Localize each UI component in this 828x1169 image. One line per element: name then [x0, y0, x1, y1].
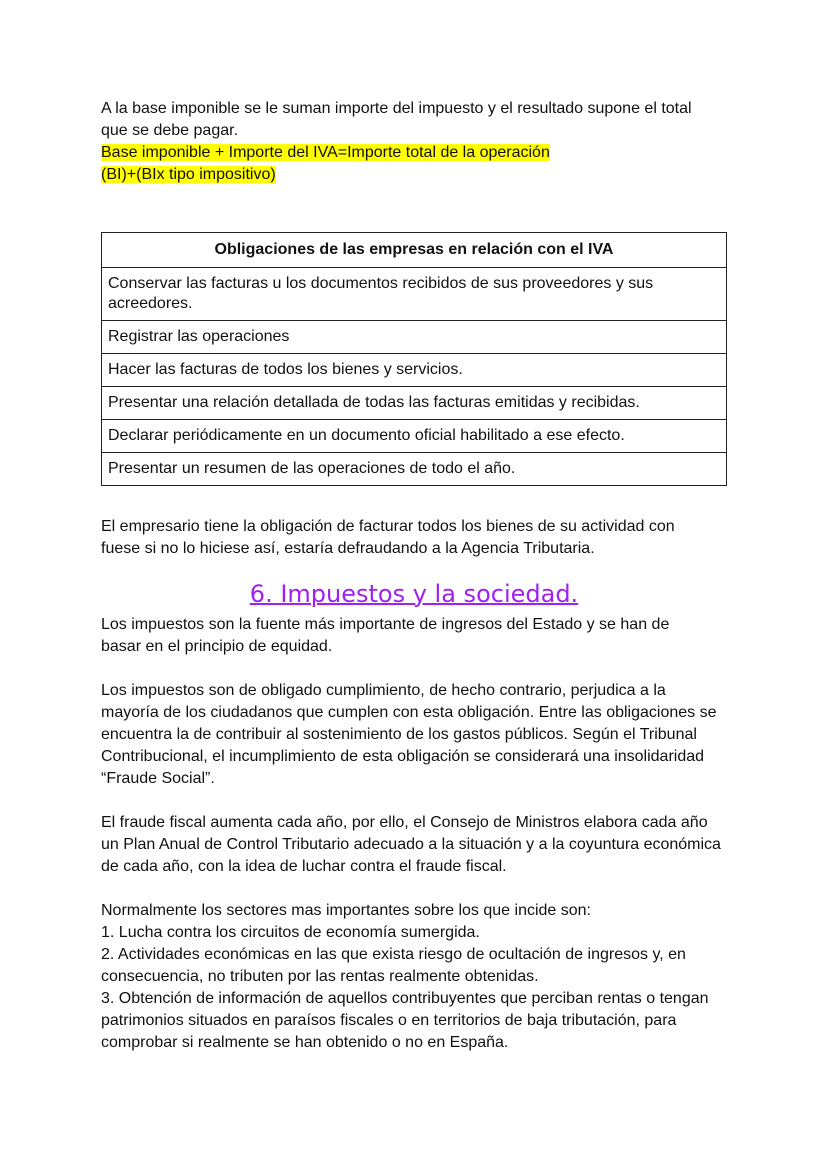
list-item: 3. Obtención de información de aquellos contribuyentes que perciban rentas o tengan patrimonios situados en paraísos fiscales o en territorios de baja tributación, para comprobar si realmente se han obtenido o no en España.: [101, 990, 709, 1051]
formula-highlight: (BI)+(BIx tipo impositivo): [101, 166, 276, 183]
paragraph: Los impuestos son la fuente más importante de ingresos del Estado y se han de basar en el principio de equidad.: [101, 616, 670, 655]
list-item: 2. Actividades económicas en las que exista riesgo de ocultación de ingresos y, en consecuencia, no tributen por las rentas realmente obtenidas.: [101, 946, 686, 985]
paragraph: El fraude fiscal aumenta cada año, por ello, el Consejo de Ministros elabora cada año un Plan Anual de Control Tributario adecuado a la situación y a la coyuntura económica de cada año, con la idea de luchar contra el fraude fiscal.: [101, 814, 721, 875]
table-row: Presentar una relación detallada de todas las facturas emitidas y recibidas.: [102, 387, 727, 420]
intro-paragraph: A la base imponible se le suman importe del impuesto y el resultado supone el total que se debe pagar.: [101, 100, 692, 139]
paragraph: Los impuestos son de obligado cumplimiento, de hecho contrario, perjudica a la mayoría de los ciudadanos que cumplen con esta obligación. Entre las obligaciones se encuentra la de contribuir al sostenimiento de los gastos públicos. Según el Tribunal Contribucional, el incumplimiento de esta obligación se considerará una insolidaridad “Fraude Social”.: [101, 682, 717, 787]
table-header: Obligaciones de las empresas en relación con el IVA: [102, 233, 727, 268]
section-heading: 6. Impuestos y la sociedad.: [249, 580, 579, 608]
list-item: 1. Lucha contra los circuitos de economía sumergida.: [101, 924, 480, 941]
table-row: Presentar un resumen de las operaciones de todo el año.: [102, 453, 727, 486]
table-row: Hacer las facturas de todos los bienes y servicios.: [102, 354, 727, 387]
table-row: Registrar las operaciones: [102, 321, 727, 354]
table-row: Declarar periódicamente en un documento oficial habilitado a ese efecto.: [102, 420, 727, 453]
obligations-table: [101, 232, 727, 486]
formula-highlight: Base imponible + Importe del IVA=Importe total de la operación: [101, 144, 550, 161]
table-row: Conservar las facturas u los documentos recibidos de sus proveedores y sus acreedores.: [102, 268, 727, 321]
sectors-list: [101, 900, 726, 1054]
intro-block: [101, 98, 721, 186]
after-table-paragraph: El empresario tiene la obligación de facturar todos los bienes de su actividad con fuese si no lo hiciese así, estaría defraudando a la Agencia Tributaria.: [101, 518, 675, 557]
list-intro: Normalmente los sectores mas importantes sobre los que incide son:: [101, 902, 591, 919]
